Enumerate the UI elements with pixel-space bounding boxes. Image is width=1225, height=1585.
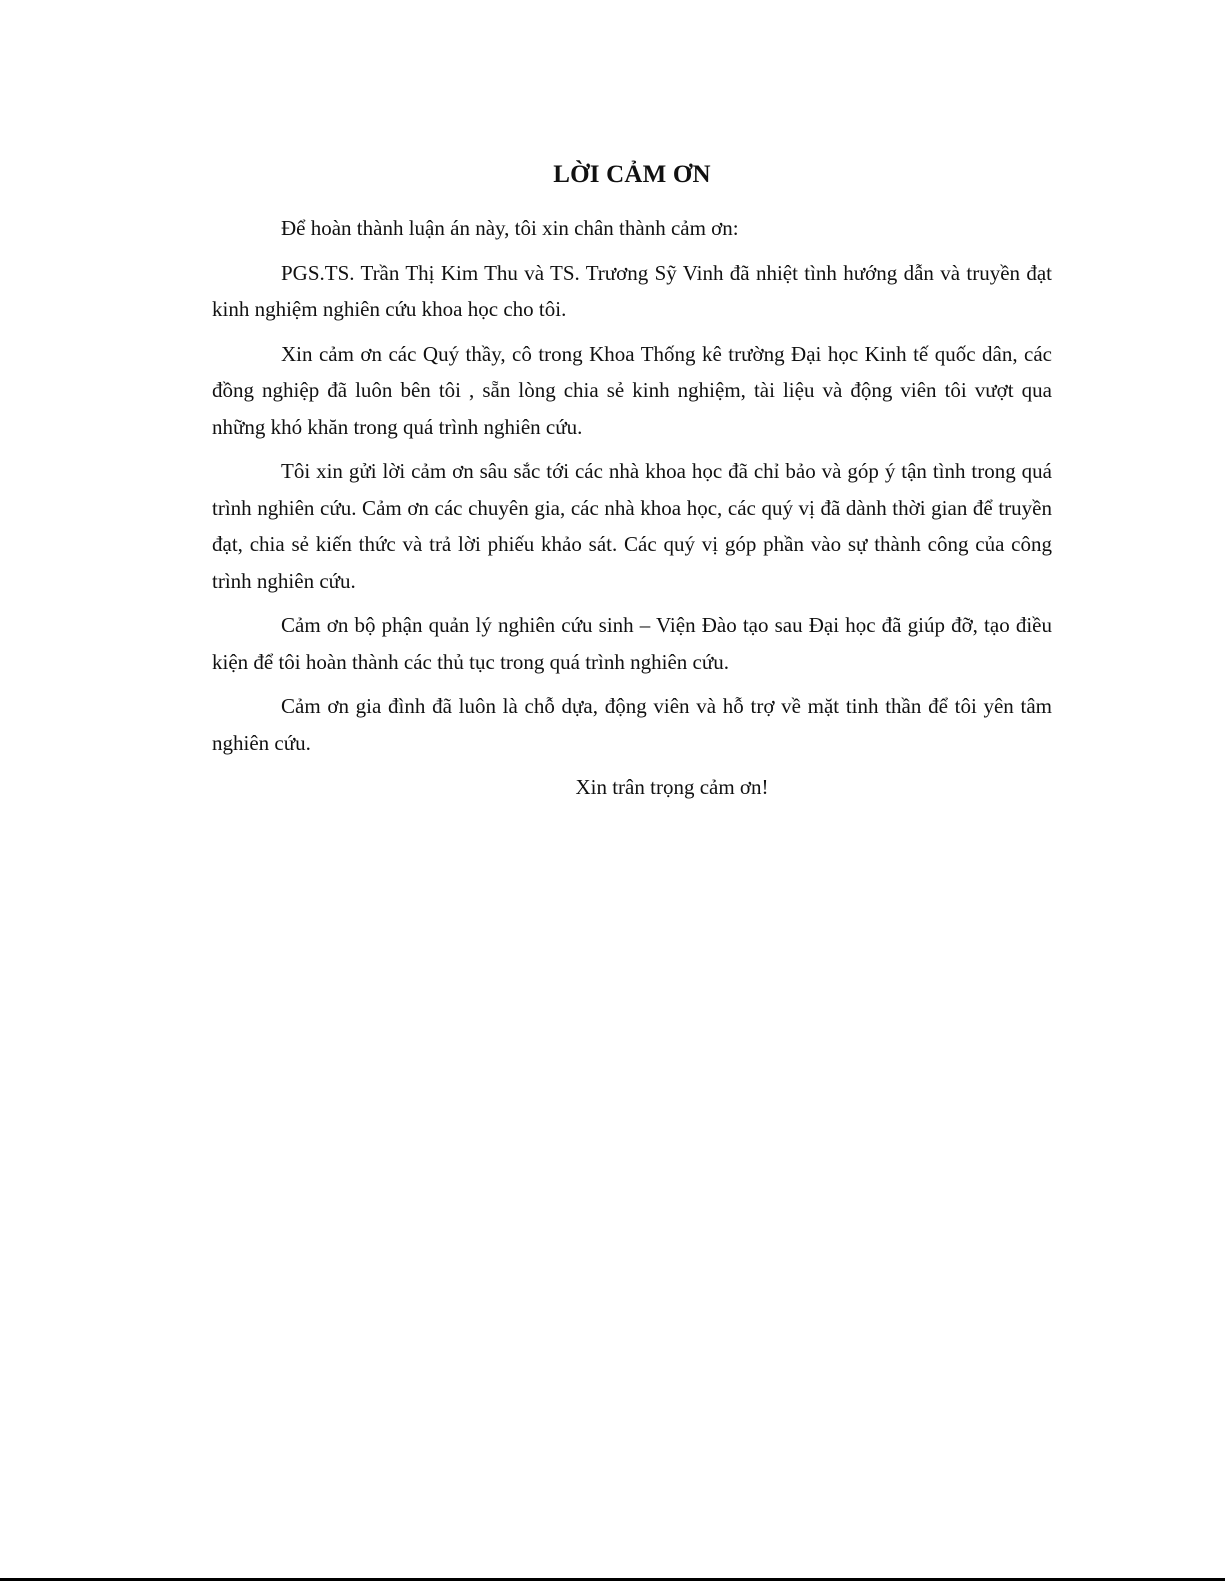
paragraph-faculty: Xin cảm ơn các Quý thầy, cô trong Khoa Thống kê trường Đại học Kinh tế quốc dân, các đồng nghiệp đã luôn bên tôi , sẵn lòng chia sẻ kinh nghiệm, tài liệu và động viên tôi vượt qua những khó khăn trong quá trình nghiên cứu. [212,341,1052,439]
paragraph-scientists: Tôi xin gửi lời cảm ơn sâu sắc tới các nhà khoa học đã chỉ bảo và góp ý tận tình trong quá trình nghiên cứu. Cảm ơn các chuyên gia, các nhà khoa học, các quý vị đã dành thời gian để truyền đạt, chia sẻ kiến thức và trả lời phiếu khảo sát. Các quý vị góp phần vào sự thành công của công trình nghiên cứu. [212,459,1052,593]
page-title: LỜI CẢM ƠN [553,161,711,188]
paragraph-family: Cảm ơn gia đình đã luôn là chỗ dựa, động viên và hỗ trợ về mặt tinh thần để tôi yên tâm nghiên cứu. [212,694,1052,755]
paragraph-intro: Để hoàn thành luận án này, tôi xin chân thành cảm ơn: [281,216,739,240]
paragraph-graduate-institute: Cảm ơn bộ phận quản lý nghiên cứu sinh – Viện Đào tạo sau Đại học đã giúp đỡ, tạo điều kiện để tôi hoàn thành các thủ tục trong quá trình nghiên cứu. [212,613,1052,674]
paragraph-supervisors: PGS.TS. Trần Thị Kim Thu và TS. Trương Sỹ Vinh đã nhiệt tình hướng dẫn và truyền đạt kinh nghiệm nghiên cứu khoa học cho tôi. [212,260,1052,321]
bottom-divider [0,1578,1225,1581]
closing-line: Xin trân trọng cảm ơn! [575,775,769,799]
acknowledgement-section [212,157,1052,806]
